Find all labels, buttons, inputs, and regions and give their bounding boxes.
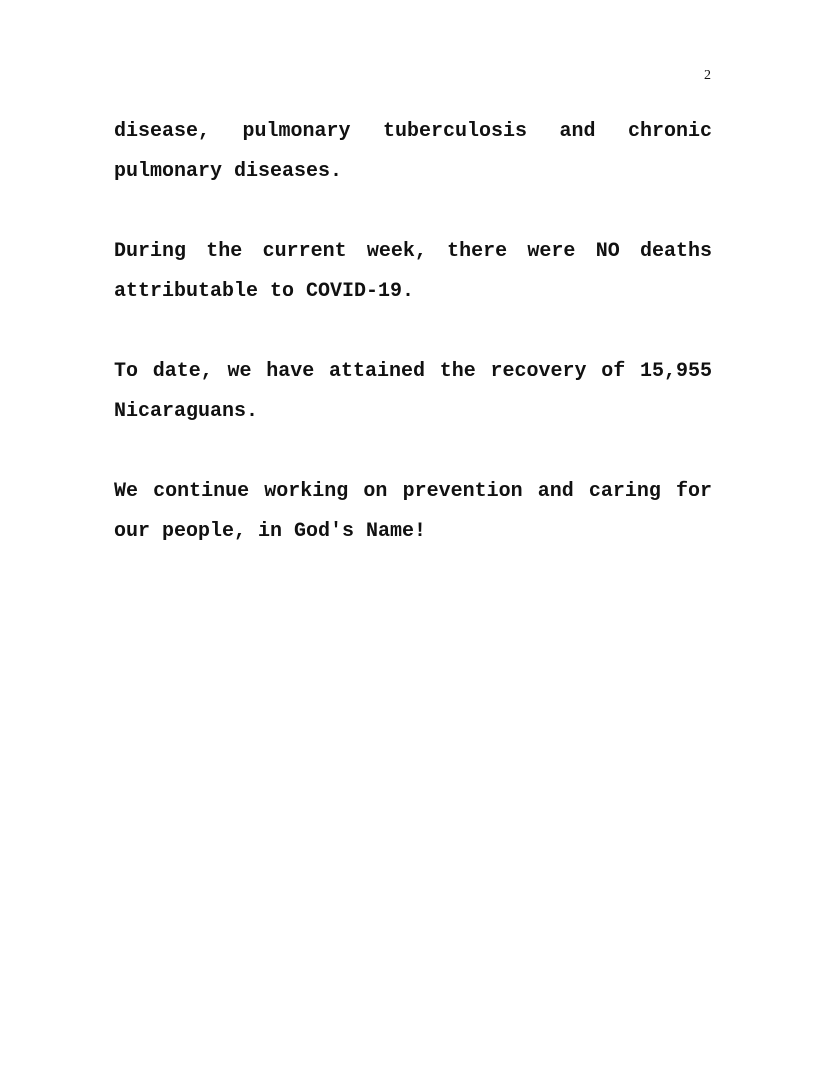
document-body (114, 112, 712, 592)
page-number: 2 (704, 68, 711, 83)
paragraph-deaths: During the current week, there were NO deaths attributable to COVID-19. (114, 240, 712, 303)
paragraph-recovery: To date, we have attained the recovery of 15,955 Nicaraguans. (114, 360, 712, 423)
paragraph-closing: We continue working on prevention and caring for our people, in God's Name! (114, 480, 712, 543)
paragraph-continuation: disease, pulmonary tuberculosis and chronic pulmonary diseases. (114, 120, 712, 183)
